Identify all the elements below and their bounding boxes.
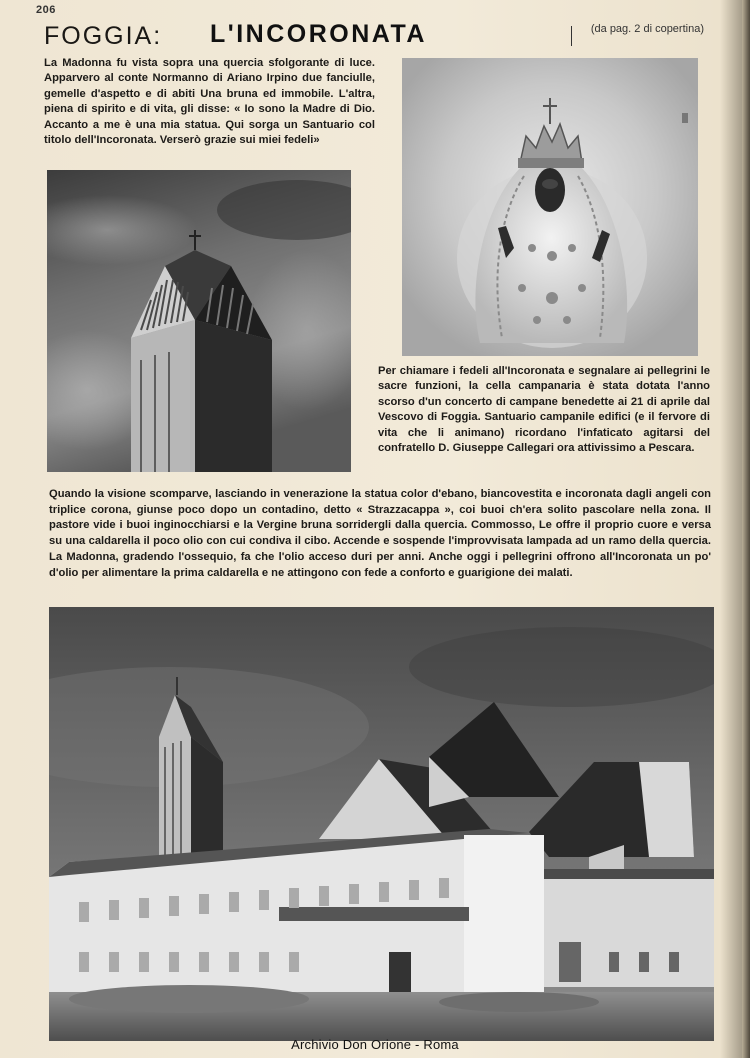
intro-paragraph: La Madonna fu vista sopra una quercia sfolgorante di luce. Apparvero al conte Normanno di Ariano Irpino due fanciulle, gemelle d'aspetto e di abiti Una bruna ed immobile. L'altra, piena di spirito e di vita, gli disse: « Io sono la Madre di Dio. Accanto a me è una mia statua. Qui sorga un Santuario col titolo dell'Incoronata. Verserò grazie sui miei fedeli» [44, 57, 375, 147]
madonna-statue-photo [402, 58, 698, 356]
vision-paragraph: Quando la visione scomparve, lasciando in venerazione la statua color d'ebano, biancovestita e incoronata dagli angeli con triplice corona, giunse poco dopo un contadino, detto « Strazzacappa », coi buoi ch'era solito pascolare nella zona. Il pastore vide i buoi inginocchiarsi e la Vergine bruna sorridergli dalla quercia. Commosso, Le offre il proprio cuore e versa su una caldarella il poco olio con cui condiva il cibo. Accende e sospende l'improvvisata lampada ad un ramo della quercia. La Madonna, gradendo l'ossequio, fa che l'olio acceso duri per anni. Anche oggi i pellegrini offrono all'Incoronata un po' d'olio per alimentare la prima caldarella e ne attingono con fede a conforto e guarigione dei malati. [49, 488, 711, 579]
page-spine-shadow [742, 0, 750, 1058]
page-reference: (da pag. 2 di copertina) [590, 23, 704, 35]
article-header [44, 20, 704, 50]
page-number: 206 [36, 4, 56, 16]
bells-paragraph: Per chiamare i fedeli all'Incoronata e segnalare ai pellegrini le sacre funzioni, la cella campanaria è stata dotata l'anno scorso d'un concerto di campane benedette ai 21 di aprile dal Vescovo di Foggia. Santuario campanile edifici (e il fervore di vita che li animano) ricordano l'infaticato agitarsi del confratello D. Giuseppe Callegari ora attivissimo a Pescara. [378, 365, 710, 455]
bell-tower-photo [47, 170, 351, 472]
article-headline: L'INCORONATA [210, 20, 427, 48]
archive-footer: Archivio Don Orione - Roma [291, 1037, 459, 1052]
sanctuary-complex-photo [49, 607, 714, 1041]
article-kicker: FOGGIA: [44, 22, 163, 50]
